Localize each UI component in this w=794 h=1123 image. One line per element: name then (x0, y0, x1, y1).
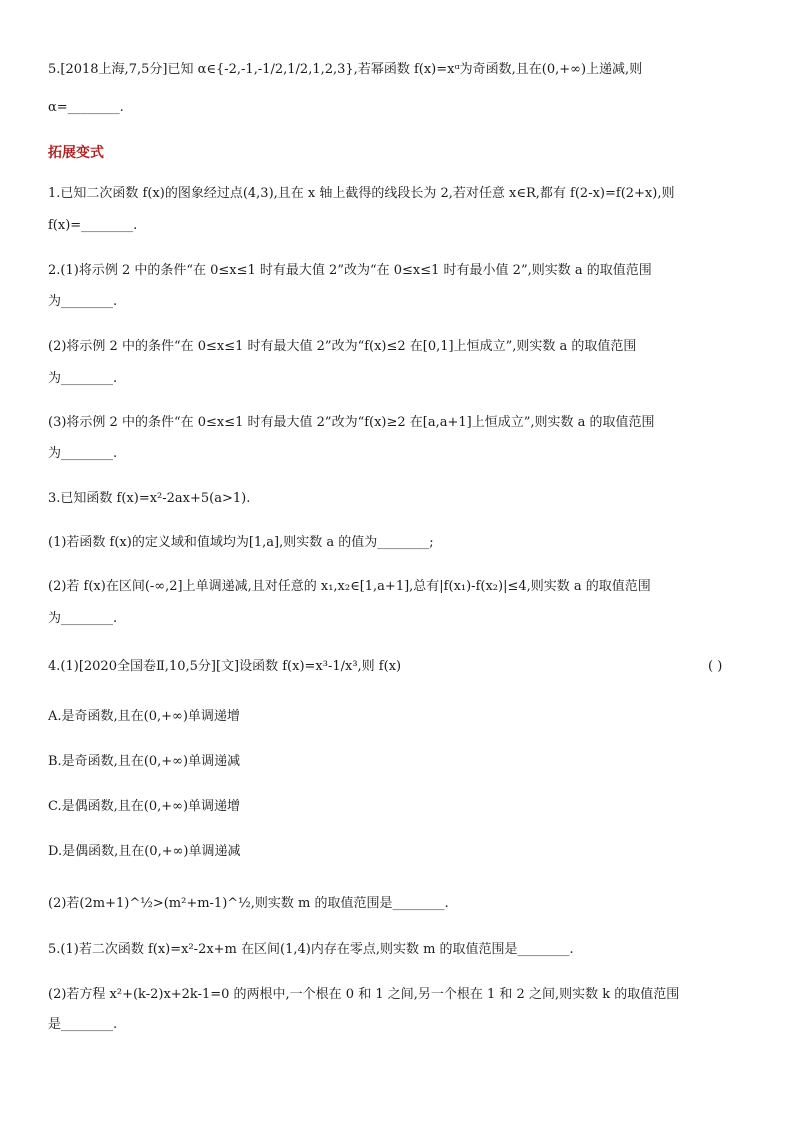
problem-5-line-1: 5.[2018上海,7,5分]已知 α∈{-2,-1,-1/2,1/2,1,2,3},若幂函数 f(x)=xᵅ为奇函数,且在(0,+∞)上递减,则 (48, 62, 643, 77)
option-b: B.是奇函数,且在(0,+∞)单调递减 (48, 754, 241, 769)
question-1-line-2: f(x)=________. (48, 218, 138, 233)
option-a: A.是奇函数,且在(0,+∞)单调递增 (48, 709, 240, 724)
question-5-part-1: 5.(1)若二次函数 f(x)=x²-2x+m 在区间(1,4)内存在零点,则实数 m 的取值范围是________. (48, 942, 574, 957)
question-2-part-2-line-1: (2)将示例 2 中的条件“在 0≤x≤1 时有最大值 2”改为“f(x)≤2 在[0,1]上恒成立”,则实数 a 的取值范围 (48, 339, 637, 354)
question-3-part-2-line-2: 为________. (48, 611, 118, 626)
section-heading: 拓展变式 (48, 145, 104, 161)
problem-5-line-2: α=________. (48, 100, 124, 115)
question-4-part-2: (2)若(2m+1)^½>(m²+m-1)^½,则实数 m 的取值范围是________. (48, 896, 449, 911)
question-2-part-2-line-2: 为________. (48, 371, 118, 386)
answer-parentheses: ( ) (708, 659, 723, 674)
question-2-part-3-line-2: 为________. (48, 446, 118, 461)
option-d: D.是偶函数,且在(0,+∞)单调递减 (48, 844, 241, 859)
question-5-part-2-line-2: 是________. (48, 1017, 118, 1032)
question-5-part-2-line-1: (2)若方程 x²+(k-2)x+2k-1=0 的两根中,一个根在 0 和 1 之间,另一个根在 1 和 2 之间,则实数 k 的取值范围 (48, 987, 680, 1002)
question-1-line-1: 1.已知二次函数 f(x)的图象经过点(4,3),且在 x 轴上截得的线段长为 2,若对任意 x∈R,都有 f(2-x)=f(2+x),则 (48, 186, 675, 201)
question-2-part-1-line-2: 为________. (48, 294, 118, 309)
option-c: C.是偶函数,且在(0,+∞)单调递增 (48, 799, 241, 814)
question-4-stem: 4.(1)[2020全国卷Ⅱ,10,5分][文]设函数 f(x)=x³-1/x³,则 f(x) (48, 659, 402, 674)
question-2-part-1-line-1: 2.(1)将示例 2 中的条件“在 0≤x≤1 时有最大值 2”改为“在 0≤x≤1 时有最小值 2”,则实数 a 的取值范围 (48, 263, 652, 278)
question-3-part-2-line-1: (2)若 f(x)在区间(-∞,2]上单调递减,且对任意的 x₁,x₂∈[1,a+1],总有|f(x₁)-f(x₂)|≤4,则实数 a 的取值范围 (48, 579, 651, 594)
question-2-part-3-line-1: (3)将示例 2 中的条件“在 0≤x≤1 时有最大值 2”改为“f(x)≥2 在[a,a+1]上恒成立”,则实数 a 的取值范围 (48, 415, 655, 430)
question-3-part-1: (1)若函数 f(x)的定义域和值域均为[1,a],则实数 a 的值为________; (48, 535, 434, 550)
question-3-stem: 3.已知函数 f(x)=x²-2ax+5(a>1). (48, 491, 251, 506)
